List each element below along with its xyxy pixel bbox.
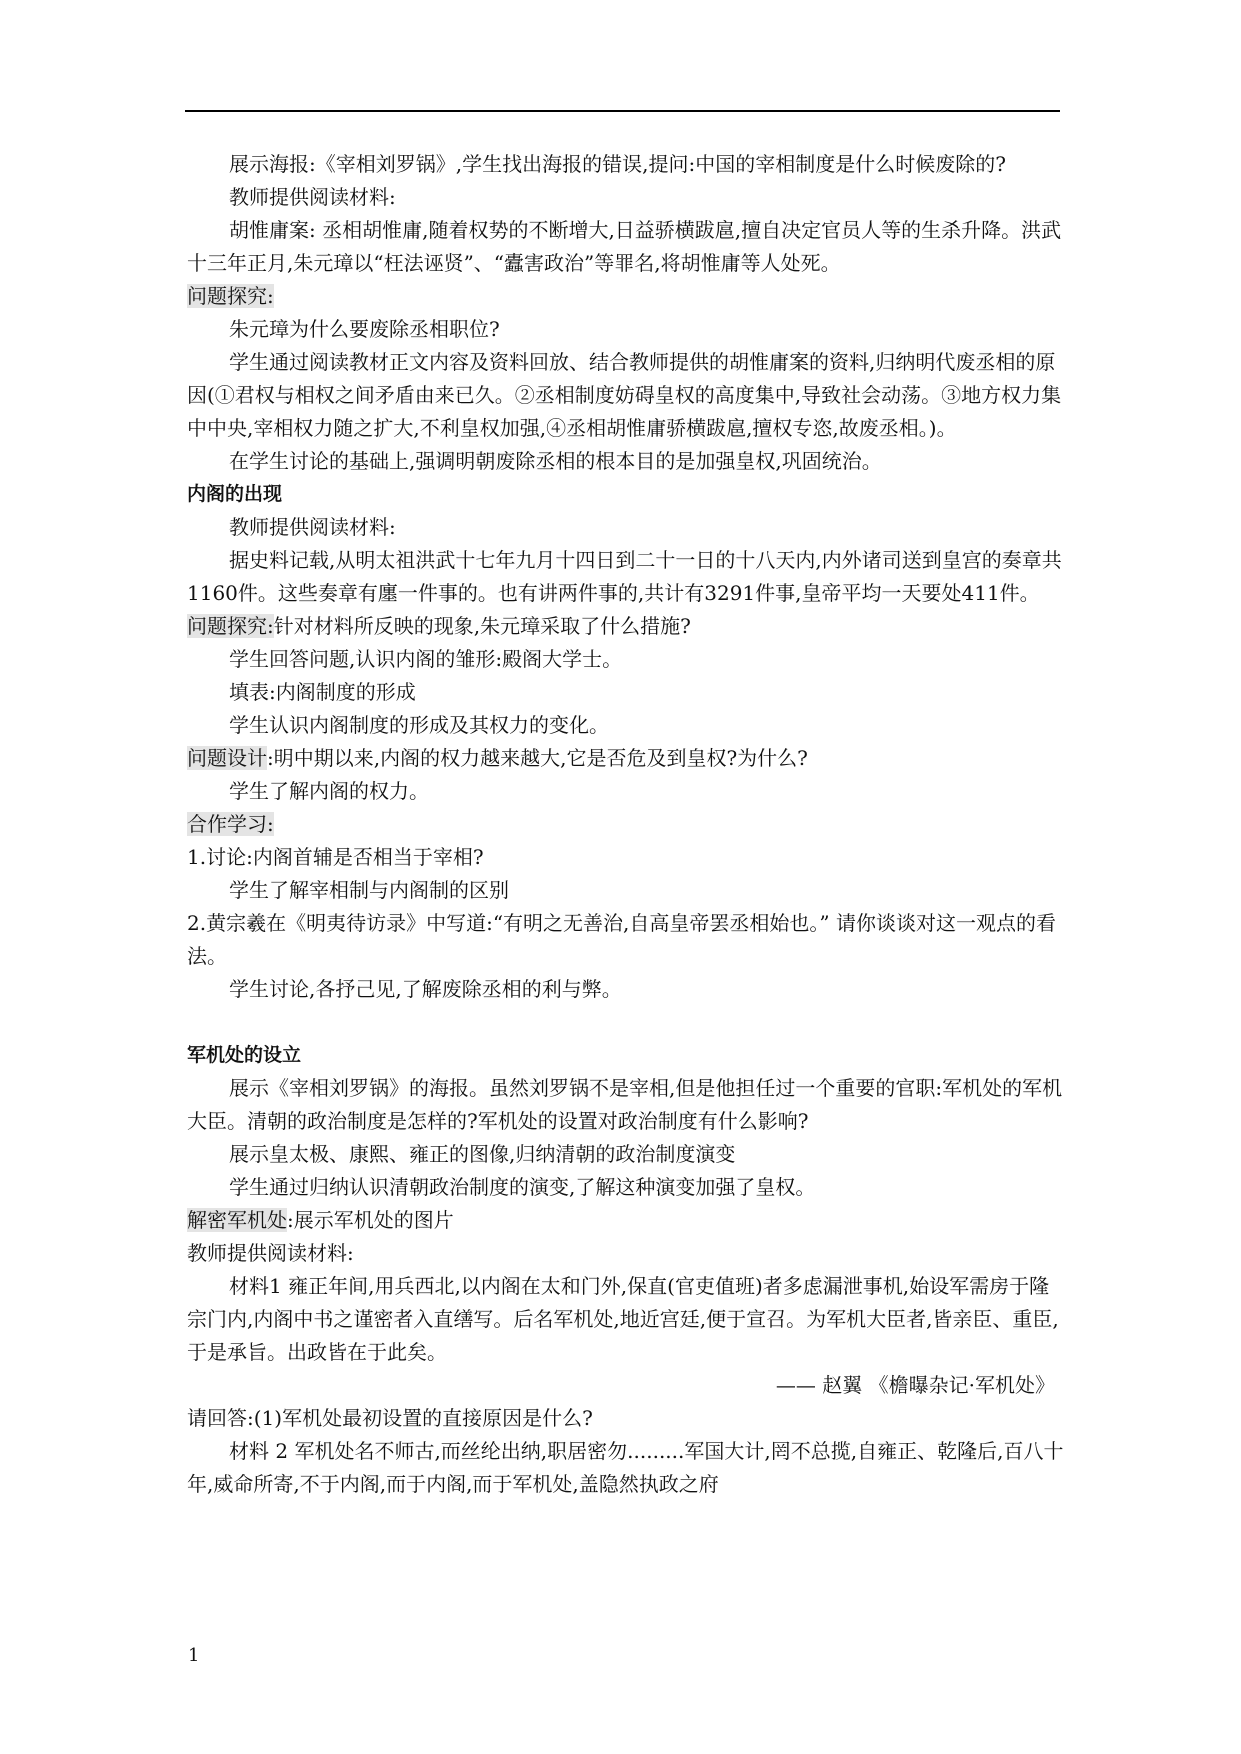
paragraph-difference: 学生了解宰相制与内阁制的区别 <box>229 878 509 902</box>
paragraph-emphasis: 在学生讨论的基础上,强调明朝废除丞相的根本目的是加强皇权,巩固统治。 <box>229 449 882 473</box>
decode-council-text: :展示军机处的图片 <box>287 1208 454 1232</box>
paragraph-qing-evolution: 学生通过归纳认识清朝政治制度的演变,了解这种演变加强了皇权。 <box>229 1175 816 1199</box>
paragraph-citation: —— 赵翼 《檐曝杂记·军机处》 <box>775 1373 1055 1397</box>
heading-grand-council: 军机处的设立 <box>187 1044 302 1066</box>
page-number: 1 <box>188 1645 200 1666</box>
paragraph-pros-cons: 学生讨论,各抒己见,了解废除丞相的利与弊。 <box>229 977 622 1001</box>
paragraph-fill-table: 填表:内阁制度的形成 <box>229 680 416 704</box>
paragraph-question: 朱元璋为什么要废除丞相职位? <box>229 317 500 341</box>
label-cooperation: 合作学习: <box>187 812 274 836</box>
inquiry-measures-text: 针对材料所反映的现象,朱元璋采取了什么措施? <box>273 614 691 638</box>
paragraph-poster-intro: 展示海报:《宰相刘罗锅》,学生找出海报的错误,提问:中国的宰相制度是什么时候废除的? <box>229 152 1006 176</box>
section-label-inquiry <box>187 280 1067 313</box>
paragraph-material-1: 材料1 雍正年间,用兵西北,以内阁在太和门外,保直(官吏值班)者多虑漏泄事机,始设军需房于隆宗门内,内阁中书之谨密者入直缮写。后名军机处,地近宫廷,便于宣召。为军机大臣者,皆亲臣、重臣,于是承旨。出政皆在于此矣。 <box>187 1274 1059 1364</box>
paragraph-poster-2: 展示《宰相刘罗锅》的海报。虽然刘罗锅不是宰相,但是他担任过一个重要的官职:军机处的军机大臣。清朝的政治制度是怎样的?军机处的设置对政治制度有什么影响? <box>187 1076 1063 1133</box>
paragraph-teacher-material-2: 教师提供阅读材料: <box>229 515 396 539</box>
paragraph-question-design <box>187 742 1067 775</box>
paragraph-cabinet-power: 学生了解内阁的权力。 <box>229 779 429 803</box>
paragraph-historical-record: 据史料记载,从明太祖洪武十七年九月十四日到二十一日的十八天内,内外诸司送到皇宫的奏章共1160件。这些奏章有廛一件事的。也有讲两件事的,共计有3291件事,皇帝平均一天要处411件。 <box>187 548 1062 605</box>
paragraph-hu-weiyong-case: 胡惟庸案: 丞相胡惟庸,随着权势的不断增大,日益骄横跋扈,擅自决定官员人等的生杀升降。洪武十三年正月,朱元璋以“枉法诬贤”、“蠹害政治”等罪名,将胡惟庸等人处死。 <box>187 218 1062 275</box>
label-question-design: 问题设计 <box>187 746 267 770</box>
question-design-text: :明中期以来,内阁的权力越来越大,它是否危及到皇权?为什么? <box>267 746 808 770</box>
section-label-cooperation <box>187 808 1067 841</box>
label-inquiry-2: 问题探究: <box>187 614 274 638</box>
paragraph-discussion-2: 2.黄宗羲在《明夷待访录》中写道:“有明之无善治,自高皇帝罢丞相始也。” 请你谈谈对这一观点的看法。 <box>187 911 1056 968</box>
paragraph-discussion-1: 1.讨论:内阁首辅是否相当于宰相? <box>187 845 484 869</box>
paragraph-answer-question: 请回答:(1)军机处最初设置的直接原因是什么? <box>187 1406 593 1430</box>
paragraph-decode-council <box>187 1204 1067 1237</box>
paragraph-cabinet-prototype: 学生回答问题,认识内阁的雏形:殿阁大学士。 <box>229 647 623 671</box>
heading-cabinet: 内阁的出现 <box>187 483 283 505</box>
paragraph-reasons: 学生通过阅读教材正文内容及资料回放、结合教师提供的胡惟庸案的资料,归纳明代废丞相的原因(①君权与相权之间矛盾由来已久。②丞相制度妨碍皇权的高度集中,导致社会动荡。③地方权力集中中央,宰相权力随之扩大,不利皇权加强,④丞相胡惟庸骄横跋扈,擅权专恣,故废丞相。)。 <box>187 350 1062 440</box>
label-decode-council: 解密军机处 <box>187 1208 287 1232</box>
paragraph-cabinet-formation: 学生认识内阁制度的形成及其权力的变化。 <box>229 713 609 737</box>
paragraph-inquiry-measures <box>187 610 1067 643</box>
paragraph-teacher-material-3: 教师提供阅读材料: <box>187 1241 354 1265</box>
document-body <box>187 148 1067 1501</box>
paragraph-teacher-material: 教师提供阅读材料: <box>229 185 396 209</box>
paragraph-emperor-images: 展示皇太极、康熙、雍正的图像,归纳清朝的政治制度演变 <box>229 1142 736 1166</box>
label-inquiry: 问题探究: <box>187 284 274 308</box>
header-rule <box>185 110 1060 112</box>
spacer <box>187 1006 1067 1039</box>
paragraph-material-2: 材料 2 军机处名不师古,而丝纶出纳,职居密勿.........军国大计,罔不总揽,自雍正、乾隆后,百八十年,威命所寄,不于内阁,而于内阁,而于军机处,盖隐然执政之府 <box>187 1439 1064 1496</box>
